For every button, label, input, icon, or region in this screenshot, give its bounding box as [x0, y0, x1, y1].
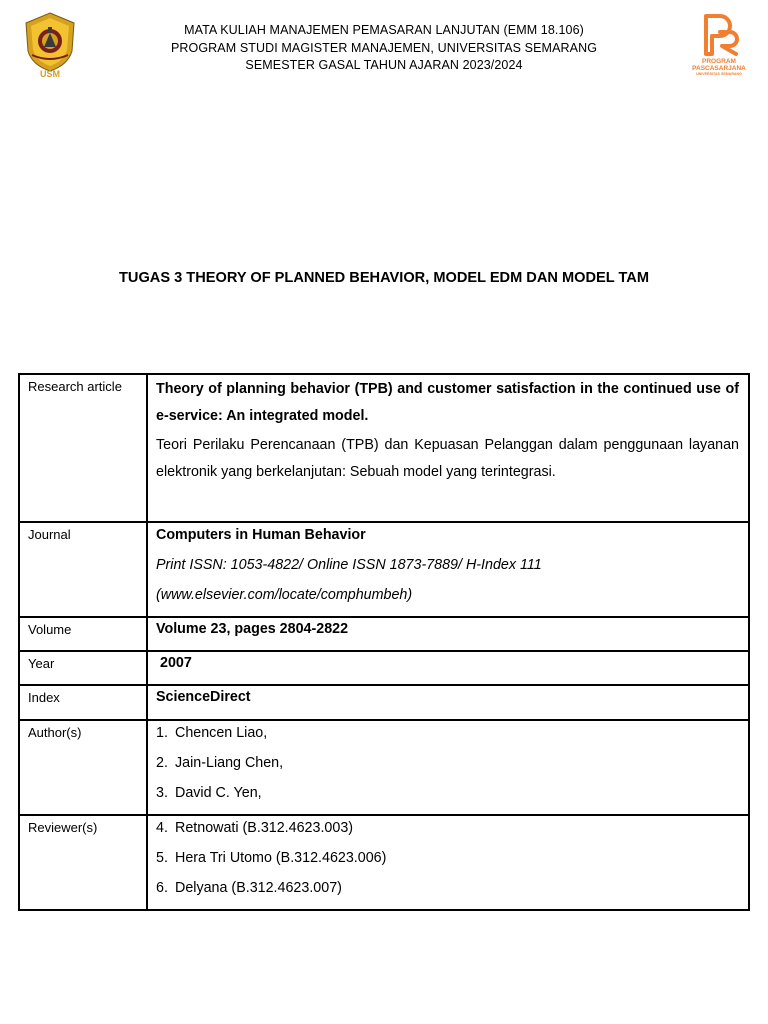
reviewer-name: Delyana (B.312.4623.007) — [175, 880, 342, 896]
article-title-indonesian: Teori Perilaku Perencanaan (TPB) dan Kepuasan Pelanggan dalam penggunaan layanan elektronik yang berkelanjutan: Sebuah model yang terintegrasi. — [156, 437, 739, 480]
volume-cell — [147, 617, 749, 651]
table-row-journal — [19, 522, 749, 617]
header-program-line: PROGRAM STUDI MAGISTER MANAJEMEN, UNIVERSITAS SEMARANG — [170, 40, 598, 55]
reviewers-label: Reviewer(s) — [19, 815, 147, 910]
list-item — [156, 843, 739, 873]
authors-label: Author(s) — [19, 720, 147, 815]
list-item — [156, 813, 739, 843]
journal-url: (www.elsevier.com/locate/comphumbeh) — [156, 587, 413, 603]
journal-issn: Print ISSN: 1053-4822/ Online ISSN 1873-7889/ H-Index 111 — [156, 557, 542, 573]
program-logo-caption — [686, 58, 752, 77]
article-title-english: Theory of planning behavior (TPB) and customer satisfaction in the continued use of e-service: An integrated model. — [156, 381, 739, 424]
list-number: 4. — [156, 820, 168, 836]
journal-label: Journal — [19, 522, 147, 617]
reviewer-name: Hera Tri Utomo (B.312.4623.006) — [175, 850, 387, 866]
list-number: 1. — [156, 725, 168, 741]
program-pascasarjana-logo-icon — [686, 12, 752, 80]
reviewers-cell — [147, 815, 749, 910]
table-row-index — [19, 685, 749, 720]
author-name: David C. Yen, — [175, 785, 262, 801]
year-label: Year — [19, 651, 147, 685]
header-semester-line: SEMESTER GASAL TAHUN AJARAN 2023/2024 — [245, 58, 523, 72]
authors-cell — [147, 720, 749, 815]
journal-cell — [147, 522, 749, 617]
table-row-reviewers — [19, 815, 749, 910]
list-number: 3. — [156, 785, 168, 801]
index-value: ScienceDirect — [156, 689, 251, 705]
journal-name: Computers in Human Behavior — [156, 527, 366, 543]
program-logo-text-3: UNIVERSITAS SEMARANG — [696, 72, 742, 76]
index-cell — [147, 685, 749, 720]
authors-list — [156, 718, 739, 808]
document-title: TUGAS 3 THEORY OF PLANNED BEHAVIOR, MODEL EDM DAN MODEL TAM — [119, 270, 649, 286]
year-cell — [147, 651, 749, 685]
list-number: 5. — [156, 850, 168, 866]
program-logo-text-1: PROGRAM — [702, 58, 736, 65]
reviewers-list — [156, 813, 739, 903]
table-row-research-article — [19, 374, 749, 522]
course-header — [0, 22, 768, 75]
index-label: Index — [19, 685, 147, 720]
list-item — [156, 873, 739, 903]
article-info-table — [18, 373, 750, 911]
research-article-cell — [147, 374, 749, 522]
header-course-line: MATA KULIAH MANAJEMEN PEMASARAN LANJUTAN (EMM 18.106) — [184, 23, 584, 37]
list-item — [156, 778, 739, 808]
reviewer-name: Retnowati (B.312.4623.003) — [175, 820, 354, 836]
author-name: Jain-Liang Chen, — [175, 755, 284, 771]
volume-value: Volume 23, pages 2804-2822 — [156, 621, 349, 637]
year-value: 2007 — [160, 655, 192, 671]
volume-label: Volume — [19, 617, 147, 651]
author-name: Chencen Liao, — [175, 725, 268, 741]
list-item — [156, 748, 739, 778]
program-logo-text-2: PASCASARJANA — [692, 65, 746, 72]
usm-logo-text: USM — [40, 69, 60, 79]
list-number: 6. — [156, 880, 168, 896]
table-row-year — [19, 651, 749, 685]
list-number: 2. — [156, 755, 168, 771]
table-row-volume — [19, 617, 749, 651]
table-row-authors — [19, 720, 749, 815]
list-item — [156, 718, 739, 748]
research-article-label: Research article — [19, 374, 147, 522]
